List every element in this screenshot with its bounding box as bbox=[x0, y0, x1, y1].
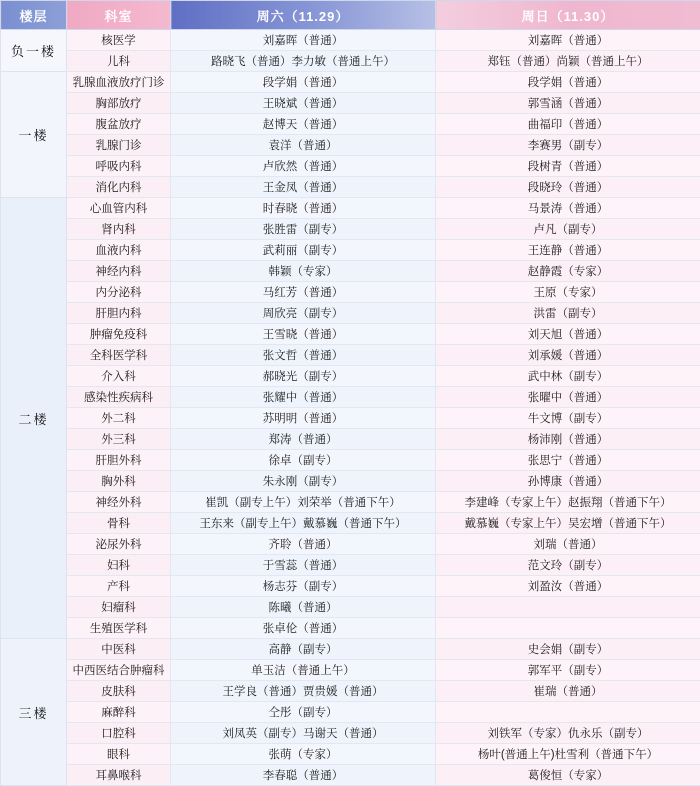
floor-cell: 负一楼 bbox=[1, 30, 67, 72]
sunday-doctor-cell: 段晓玲（普通） bbox=[436, 177, 700, 198]
department-cell: 耳鼻喉科 bbox=[67, 765, 171, 786]
sunday-doctor-cell bbox=[436, 618, 700, 639]
saturday-doctor-cell: 刘嘉晖（普通） bbox=[171, 30, 436, 51]
department-cell: 乳腺血液放疗门诊 bbox=[67, 72, 171, 93]
sunday-doctor-cell: 刘天旭（普通） bbox=[436, 324, 700, 345]
department-cell: 内分泌科 bbox=[67, 282, 171, 303]
table-row bbox=[1, 597, 700, 618]
department-cell: 中医科 bbox=[67, 639, 171, 660]
department-cell: 外二科 bbox=[67, 408, 171, 429]
floor-cell: 二楼 bbox=[1, 198, 67, 639]
department-cell: 肝胆内科 bbox=[67, 303, 171, 324]
saturday-doctor-cell: 王金凤（普通） bbox=[171, 177, 436, 198]
table-row bbox=[1, 681, 700, 702]
saturday-doctor-cell: 马红芳（普通） bbox=[171, 282, 436, 303]
sunday-doctor-cell: 赵静霞（专家） bbox=[436, 261, 700, 282]
table-row bbox=[1, 51, 700, 72]
saturday-doctor-cell: 段学娟（普通） bbox=[171, 72, 436, 93]
saturday-doctor-cell: 赵博天（普通） bbox=[171, 114, 436, 135]
department-cell: 肿瘤免疫科 bbox=[67, 324, 171, 345]
sunday-doctor-cell: 张曜中（普通） bbox=[436, 387, 700, 408]
table-row bbox=[1, 408, 700, 429]
sunday-doctor-cell: 戴慕巍（专家上午）吴宏增（普通下午） bbox=[436, 513, 700, 534]
saturday-doctor-cell: 于雪蕊（普通） bbox=[171, 555, 436, 576]
sunday-doctor-cell: 王连静（普通） bbox=[436, 240, 700, 261]
department-cell: 心血管内科 bbox=[67, 198, 171, 219]
saturday-doctor-cell: 苏明明（普通） bbox=[171, 408, 436, 429]
sunday-doctor-cell: 段树青（普通） bbox=[436, 156, 700, 177]
table-row bbox=[1, 534, 700, 555]
saturday-doctor-cell: 韩颖（专家） bbox=[171, 261, 436, 282]
table-row bbox=[1, 492, 700, 513]
sunday-doctor-cell: 卢凡（副专） bbox=[436, 219, 700, 240]
table-row bbox=[1, 30, 700, 51]
table-row bbox=[1, 219, 700, 240]
saturday-doctor-cell: 徐卓（副专） bbox=[171, 450, 436, 471]
saturday-doctor-cell: 王雪晓（普通） bbox=[171, 324, 436, 345]
department-cell: 胸外科 bbox=[67, 471, 171, 492]
saturday-doctor-cell: 齐聆（普通） bbox=[171, 534, 436, 555]
department-cell: 肾内科 bbox=[67, 219, 171, 240]
saturday-doctor-cell: 崔凯（副专上午）刘荣举（普通下午） bbox=[171, 492, 436, 513]
sunday-doctor-cell: 孙博康（普通） bbox=[436, 471, 700, 492]
department-cell: 骨科 bbox=[67, 513, 171, 534]
saturday-doctor-cell: 袁洋（普通） bbox=[171, 135, 436, 156]
department-cell: 外三科 bbox=[67, 429, 171, 450]
saturday-doctor-cell: 朱永刚（副专） bbox=[171, 471, 436, 492]
table-row bbox=[1, 345, 700, 366]
table-row bbox=[1, 135, 700, 156]
floor-cell: 一楼 bbox=[1, 72, 67, 198]
table-row bbox=[1, 156, 700, 177]
header-saturday: 周六（11.29） bbox=[171, 1, 436, 30]
table-row bbox=[1, 471, 700, 492]
department-cell: 生殖医学科 bbox=[67, 618, 171, 639]
saturday-doctor-cell: 杨志芬（副专） bbox=[171, 576, 436, 597]
department-cell: 眼科 bbox=[67, 744, 171, 765]
sunday-doctor-cell: 刘嘉晖（普通） bbox=[436, 30, 700, 51]
saturday-doctor-cell: 李春聪（普通） bbox=[171, 765, 436, 786]
saturday-doctor-cell: 郑涛（普通） bbox=[171, 429, 436, 450]
department-cell: 呼吸内科 bbox=[67, 156, 171, 177]
table-row bbox=[1, 450, 700, 471]
table-row bbox=[1, 702, 700, 723]
saturday-doctor-cell: 王晓斌（普通） bbox=[171, 93, 436, 114]
header-row bbox=[1, 1, 700, 30]
table-row bbox=[1, 93, 700, 114]
table-row bbox=[1, 324, 700, 345]
department-cell: 麻醉科 bbox=[67, 702, 171, 723]
table-row bbox=[1, 282, 700, 303]
sunday-doctor-cell: 杨叶(普通上午)杜雪利（普通下午） bbox=[436, 744, 700, 765]
saturday-doctor-cell: 张卓伦（普通） bbox=[171, 618, 436, 639]
saturday-doctor-cell: 刘凤英（副专）马谢天（普通） bbox=[171, 723, 436, 744]
table-row bbox=[1, 198, 700, 219]
sunday-doctor-cell: 王原（专家） bbox=[436, 282, 700, 303]
department-cell: 神经内科 bbox=[67, 261, 171, 282]
table-row bbox=[1, 240, 700, 261]
department-cell: 妇瘤科 bbox=[67, 597, 171, 618]
department-cell: 肝胆外科 bbox=[67, 450, 171, 471]
saturday-doctor-cell: 张耀中（普通） bbox=[171, 387, 436, 408]
department-cell: 泌尿外科 bbox=[67, 534, 171, 555]
department-cell: 血液内科 bbox=[67, 240, 171, 261]
sunday-doctor-cell: 刘铁军（专家）仇永乐（副专） bbox=[436, 723, 700, 744]
sunday-doctor-cell: 段学娟（普通） bbox=[436, 72, 700, 93]
table-row bbox=[1, 261, 700, 282]
department-cell: 核医学 bbox=[67, 30, 171, 51]
saturday-doctor-cell: 仝彤（副专） bbox=[171, 702, 436, 723]
department-cell: 神经外科 bbox=[67, 492, 171, 513]
sunday-doctor-cell: 武中林（副专） bbox=[436, 366, 700, 387]
table-row bbox=[1, 744, 700, 765]
sunday-doctor-cell: 郑钰（普通）尚颖（普通上午） bbox=[436, 51, 700, 72]
department-cell: 口腔科 bbox=[67, 723, 171, 744]
saturday-doctor-cell: 郝晓光（副专） bbox=[171, 366, 436, 387]
header-floor: 楼层 bbox=[1, 1, 67, 30]
table-row bbox=[1, 177, 700, 198]
sunday-doctor-cell: 崔瑞（普通） bbox=[436, 681, 700, 702]
saturday-doctor-cell: 时春晓（普通） bbox=[171, 198, 436, 219]
table-row bbox=[1, 723, 700, 744]
saturday-doctor-cell: 单玉洁（普通上午） bbox=[171, 660, 436, 681]
saturday-doctor-cell: 王学良（普通）贾贵媛（普通） bbox=[171, 681, 436, 702]
saturday-doctor-cell: 武莉丽（副专） bbox=[171, 240, 436, 261]
sunday-doctor-cell: 牛文博（副专） bbox=[436, 408, 700, 429]
sunday-doctor-cell: 曲福印（普通） bbox=[436, 114, 700, 135]
table-row bbox=[1, 660, 700, 681]
table-row bbox=[1, 765, 700, 786]
sunday-doctor-cell: 马景涛（普通） bbox=[436, 198, 700, 219]
table-row bbox=[1, 72, 700, 93]
department-cell: 消化内科 bbox=[67, 177, 171, 198]
saturday-doctor-cell: 路晓飞（普通）李力敏（普通上午） bbox=[171, 51, 436, 72]
table-row bbox=[1, 114, 700, 135]
table-header bbox=[1, 1, 700, 30]
header-sunday: 周日（11.30） bbox=[436, 1, 700, 30]
sunday-doctor-cell: 刘盈汝（普通） bbox=[436, 576, 700, 597]
table-row bbox=[1, 576, 700, 597]
table-row bbox=[1, 429, 700, 450]
department-cell: 儿科 bbox=[67, 51, 171, 72]
sunday-doctor-cell bbox=[436, 702, 700, 723]
table-row bbox=[1, 618, 700, 639]
table-row bbox=[1, 303, 700, 324]
department-cell: 感染性疾病科 bbox=[67, 387, 171, 408]
sunday-doctor-cell: 葛俊恒（专家） bbox=[436, 765, 700, 786]
department-cell: 介入科 bbox=[67, 366, 171, 387]
saturday-doctor-cell: 张文哲（普通） bbox=[171, 345, 436, 366]
table-body bbox=[1, 30, 700, 786]
saturday-doctor-cell: 周欣亮（副专） bbox=[171, 303, 436, 324]
department-cell: 腹盆放疗 bbox=[67, 114, 171, 135]
department-cell: 皮肤科 bbox=[67, 681, 171, 702]
department-cell: 妇科 bbox=[67, 555, 171, 576]
saturday-doctor-cell: 张胜雷（副专） bbox=[171, 219, 436, 240]
department-cell: 中西医结合肿瘤科 bbox=[67, 660, 171, 681]
table-row bbox=[1, 387, 700, 408]
sunday-doctor-cell: 洪雷（副专） bbox=[436, 303, 700, 324]
sunday-doctor-cell: 刘承媛（普通） bbox=[436, 345, 700, 366]
department-cell: 全科医学科 bbox=[67, 345, 171, 366]
saturday-doctor-cell: 高静（副专） bbox=[171, 639, 436, 660]
department-cell: 胸部放疗 bbox=[67, 93, 171, 114]
sunday-doctor-cell: 史会娟（副专） bbox=[436, 639, 700, 660]
sunday-doctor-cell: 李建峰（专家上午）赵振翔（普通下午） bbox=[436, 492, 700, 513]
sunday-doctor-cell: 李赛男（副专） bbox=[436, 135, 700, 156]
saturday-doctor-cell: 陈曦（普通） bbox=[171, 597, 436, 618]
table-row bbox=[1, 366, 700, 387]
department-cell: 产科 bbox=[67, 576, 171, 597]
sunday-doctor-cell: 郭军平（副专） bbox=[436, 660, 700, 681]
header-department: 科室 bbox=[67, 1, 171, 30]
table-row bbox=[1, 639, 700, 660]
department-cell: 乳腺门诊 bbox=[67, 135, 171, 156]
saturday-doctor-cell: 卢欣然（普通） bbox=[171, 156, 436, 177]
sunday-doctor-cell bbox=[436, 597, 700, 618]
table-row bbox=[1, 513, 700, 534]
saturday-doctor-cell: 张萌（专家） bbox=[171, 744, 436, 765]
table-row bbox=[1, 555, 700, 576]
sunday-doctor-cell: 刘瑞（普通） bbox=[436, 534, 700, 555]
sunday-doctor-cell: 张思宁（普通） bbox=[436, 450, 700, 471]
floor-cell: 三楼 bbox=[1, 639, 67, 786]
sunday-doctor-cell: 郭雪涵（普通） bbox=[436, 93, 700, 114]
sunday-doctor-cell: 范文玲（副专） bbox=[436, 555, 700, 576]
sunday-doctor-cell: 杨沛刚（普通） bbox=[436, 429, 700, 450]
saturday-doctor-cell: 王东来（副专上午）戴慕巍（普通下午） bbox=[171, 513, 436, 534]
